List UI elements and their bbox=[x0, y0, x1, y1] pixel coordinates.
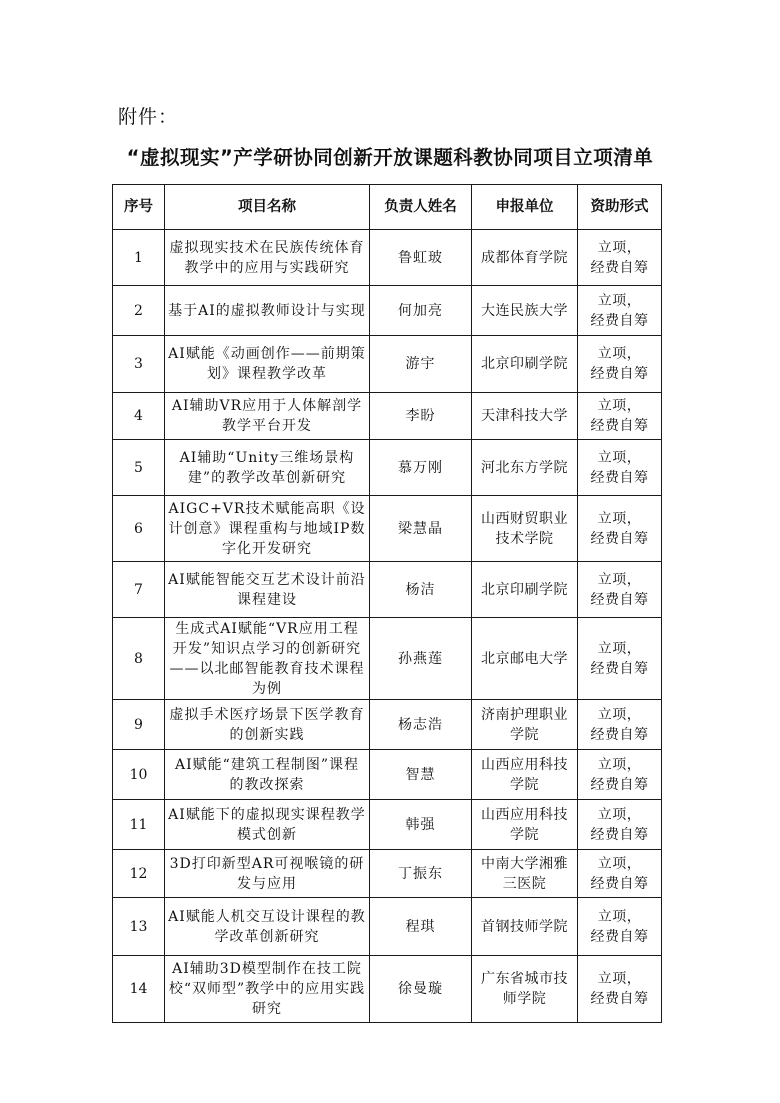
cell-project-name: AI赋能人机交互设计课程的教学改革创新研究 bbox=[165, 898, 370, 956]
funding-line-2: 经费自筹 bbox=[590, 928, 649, 945]
funding-line-1: 立项， bbox=[597, 855, 642, 872]
funding-line-1: 立项， bbox=[597, 398, 642, 414]
cell-unit: 山西财贸职业技术学院 bbox=[472, 496, 578, 562]
funding-line-1: 立项， bbox=[597, 706, 642, 723]
cell-funding bbox=[578, 393, 662, 440]
cell-unit: 广东省城市技师学院 bbox=[472, 956, 578, 1023]
funding-line-2: 经费自筹 bbox=[590, 591, 649, 608]
cell-person: 何加亮 bbox=[370, 286, 472, 336]
cell-person: 韩强 bbox=[370, 800, 472, 850]
table-body bbox=[113, 230, 662, 1023]
cell-funding bbox=[578, 850, 662, 898]
cell-seq: 8 bbox=[113, 618, 165, 700]
cell-funding bbox=[578, 562, 662, 618]
cell-funding bbox=[578, 496, 662, 562]
funding-line-2: 经费自筹 bbox=[590, 418, 649, 434]
table-row bbox=[113, 700, 662, 750]
cell-funding bbox=[578, 800, 662, 850]
cell-unit: 山西应用科技学院 bbox=[472, 750, 578, 800]
header-person: 负责人姓名 bbox=[370, 185, 472, 230]
cell-funding bbox=[578, 230, 662, 286]
table-row bbox=[113, 800, 662, 850]
table-row bbox=[113, 440, 662, 496]
cell-funding bbox=[578, 336, 662, 393]
cell-unit: 大连民族大学 bbox=[472, 286, 578, 336]
table-row bbox=[113, 898, 662, 956]
cell-funding bbox=[578, 618, 662, 700]
cell-seq: 4 bbox=[113, 393, 165, 440]
project-list-table bbox=[112, 184, 662, 1023]
cell-funding bbox=[578, 440, 662, 496]
cell-person: 鲁虹玻 bbox=[370, 230, 472, 286]
cell-seq: 6 bbox=[113, 496, 165, 562]
cell-person: 慕万刚 bbox=[370, 440, 472, 496]
table-row bbox=[113, 336, 662, 393]
funding-line-2: 经费自筹 bbox=[590, 726, 649, 743]
cell-seq: 14 bbox=[113, 956, 165, 1023]
cell-person: 程琪 bbox=[370, 898, 472, 956]
cell-seq: 13 bbox=[113, 898, 165, 956]
funding-line-2: 经费自筹 bbox=[590, 776, 649, 793]
cell-seq: 12 bbox=[113, 850, 165, 898]
table-row bbox=[113, 230, 662, 286]
funding-line-1: 立项， bbox=[597, 239, 642, 256]
cell-person: 梁慧晶 bbox=[370, 496, 472, 562]
funding-line-1: 立项， bbox=[597, 971, 642, 987]
funding-line-2: 经费自筹 bbox=[590, 530, 649, 547]
cell-funding bbox=[578, 700, 662, 750]
cell-unit: 济南护理职业学院 bbox=[472, 700, 578, 750]
funding-line-1: 立项， bbox=[597, 449, 642, 466]
cell-seq: 5 bbox=[113, 440, 165, 496]
table-row bbox=[113, 618, 662, 700]
header-project-name: 项目名称 bbox=[165, 185, 370, 230]
cell-funding bbox=[578, 898, 662, 956]
attachment-label: 附件： bbox=[118, 106, 179, 128]
funding-line-1: 立项， bbox=[597, 292, 642, 309]
funding-line-1: 立项， bbox=[597, 346, 642, 362]
funding-line-2: 经费自筹 bbox=[590, 991, 649, 1007]
funding-line-1: 立项， bbox=[597, 571, 642, 588]
funding-line-1: 立项， bbox=[597, 510, 642, 527]
cell-person: 杨志浩 bbox=[370, 700, 472, 750]
cell-unit: 北京印刷学院 bbox=[472, 562, 578, 618]
funding-line-1: 立项， bbox=[597, 756, 642, 773]
funding-line-2: 经费自筹 bbox=[590, 312, 649, 329]
funding-line-2: 经费自筹 bbox=[590, 826, 649, 843]
cell-project-name: 虚拟手术医疗场景下医学教育的创新实践 bbox=[165, 700, 370, 750]
cell-project-name: AIGC+VR技术赋能高职《设计创意》课程重构与地域IP数字化开发研究 bbox=[165, 496, 370, 562]
funding-line-1: 立项， bbox=[597, 806, 642, 823]
funding-line-2: 经费自筹 bbox=[590, 660, 649, 677]
cell-unit: 河北东方学院 bbox=[472, 440, 578, 496]
cell-seq: 3 bbox=[113, 336, 165, 393]
cell-project-name: AI辅助3D模型制作在技工院校“双师型”教学中的应用实践研究 bbox=[165, 956, 370, 1023]
cell-funding bbox=[578, 286, 662, 336]
document-title: “虚拟现实”产学研协同创新开放课题科教协同项目立项清单 bbox=[126, 146, 654, 169]
cell-project-name: 虚拟现实技术在民族传统体育教学中的应用与实践研究 bbox=[165, 230, 370, 286]
header-unit: 申报单位 bbox=[472, 185, 578, 230]
cell-person: 智慧 bbox=[370, 750, 472, 800]
cell-unit: 中南大学湘雅三医院 bbox=[472, 850, 578, 898]
cell-person: 徐曼璇 bbox=[370, 956, 472, 1023]
cell-project-name: AI赋能《动画创作——前期策划》课程教学改革 bbox=[165, 336, 370, 393]
cell-funding bbox=[578, 750, 662, 800]
cell-person: 李盼 bbox=[370, 393, 472, 440]
cell-seq: 9 bbox=[113, 700, 165, 750]
cell-project-name: AI赋能智能交互艺术设计前沿课程建设 bbox=[165, 562, 370, 618]
cell-unit: 天津科技大学 bbox=[472, 393, 578, 440]
cell-unit: 成都体育学院 bbox=[472, 230, 578, 286]
cell-seq: 11 bbox=[113, 800, 165, 850]
funding-line-2: 经费自筹 bbox=[590, 875, 649, 892]
cell-unit: 北京邮电大学 bbox=[472, 618, 578, 700]
cell-seq: 2 bbox=[113, 286, 165, 336]
table-header-row bbox=[113, 185, 662, 230]
cell-project-name: AI辅助“Unity三维场景构建”的教学改革创新研究 bbox=[165, 440, 370, 496]
cell-person: 游宇 bbox=[370, 336, 472, 393]
cell-project-name: 基于AI的虚拟教师设计与实现 bbox=[165, 286, 370, 336]
cell-project-name: AI赋能下的虚拟现实课程教学模式创新 bbox=[165, 800, 370, 850]
cell-unit: 北京印刷学院 bbox=[472, 336, 578, 393]
funding-line-2: 经费自筹 bbox=[590, 259, 649, 276]
table-row bbox=[113, 286, 662, 336]
cell-seq: 1 bbox=[113, 230, 165, 286]
table-row bbox=[113, 750, 662, 800]
funding-line-2: 经费自筹 bbox=[590, 366, 649, 382]
cell-project-name: AI赋能“建筑工程制图”课程的教改探索 bbox=[165, 750, 370, 800]
funding-line-1: 立项， bbox=[597, 908, 642, 925]
header-seq: 序号 bbox=[113, 185, 165, 230]
cell-project-name: 生成式AI赋能“VR应用工程开发”知识点学习的创新研究——以北邮智能教育技术课程为例 bbox=[165, 618, 370, 700]
funding-line-2: 经费自筹 bbox=[590, 469, 649, 486]
table-row bbox=[113, 850, 662, 898]
cell-seq: 10 bbox=[113, 750, 165, 800]
cell-person: 丁振东 bbox=[370, 850, 472, 898]
table-row bbox=[113, 956, 662, 1023]
cell-person: 杨洁 bbox=[370, 562, 472, 618]
cell-unit: 首钢技师学院 bbox=[472, 898, 578, 956]
cell-project-name: 3D打印新型AR可视喉镜的研发与应用 bbox=[165, 850, 370, 898]
table-row bbox=[113, 496, 662, 562]
cell-funding bbox=[578, 956, 662, 1023]
cell-project-name: AI辅助VR应用于人体解剖学教学平台开发 bbox=[165, 393, 370, 440]
table-row bbox=[113, 393, 662, 440]
cell-unit: 山西应用科技学院 bbox=[472, 800, 578, 850]
header-funding: 资助形式 bbox=[578, 185, 662, 230]
table-row bbox=[113, 562, 662, 618]
cell-seq: 7 bbox=[113, 562, 165, 618]
cell-person: 孙燕莲 bbox=[370, 618, 472, 700]
funding-line-1: 立项， bbox=[597, 640, 642, 657]
